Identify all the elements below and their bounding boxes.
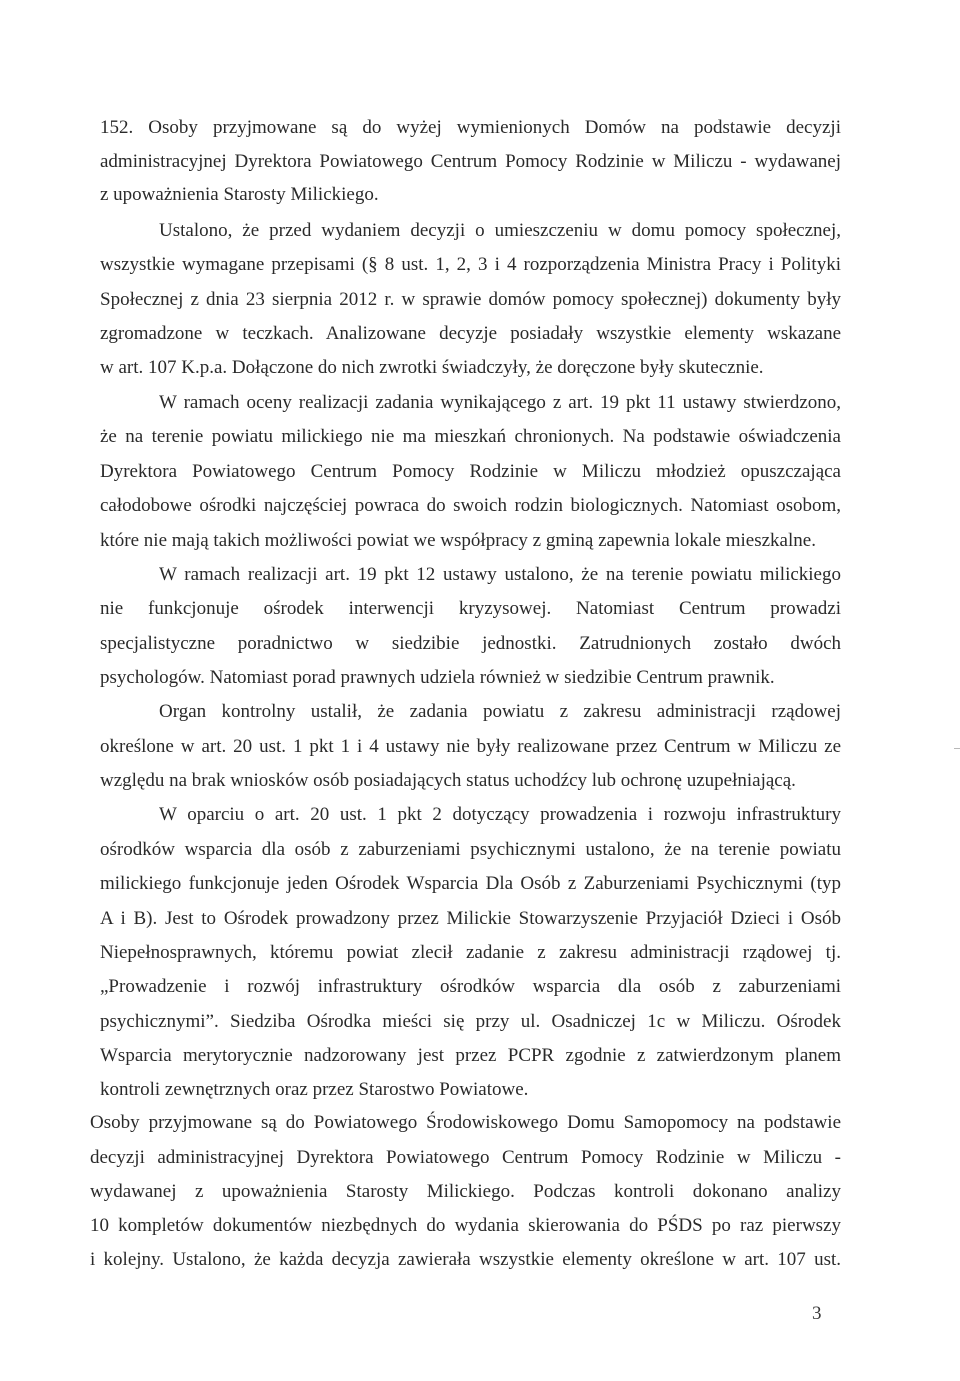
text-line: z upoważnienia Starosty Milickiego. bbox=[100, 184, 379, 205]
text-line: psychologów. Natomiast porad prawnych udziela również w siedzibie Centrum prawnik. bbox=[100, 667, 775, 688]
text-line: W ramach realizacji art. 19 pkt 12 ustawy ustalono, że na terenie powiatu milickiego bbox=[159, 564, 841, 585]
text-line: wszystkie wymagane przepisami (§ 8 ust. 1, 2, 3 i 4 rozporządzenia Ministra Pracy i Polityki bbox=[100, 254, 841, 275]
text-line: względu na brak wniosków osób posiadających status uchodźcy lub ochronę uzupełniającą. bbox=[100, 770, 796, 791]
text-line: ośrodków wsparcia dla osób z zaburzeniami psychicznymi ustalono, że na terenie powiatu bbox=[100, 839, 841, 860]
scan-artifact bbox=[954, 748, 960, 749]
text-line: Wsparcia merytorycznie nadzorowany jest przez PCPR zgodnie z zatwierdzonym planem bbox=[100, 1045, 841, 1066]
page-number: 3 bbox=[812, 1303, 822, 1324]
text-line: „Prowadzenie i rozwój infrastruktury ośrodków wsparcia dla osób z zaburzeniami bbox=[100, 976, 841, 997]
text-line: że na terenie powiatu milickiego nie ma mieszkań chronionych. Na podstawie oświadczenia bbox=[100, 426, 841, 447]
text-line: decyzji administracyjnej Dyrektora Powiatowego Centrum Pomocy Rodzinie w Miliczu - bbox=[90, 1147, 841, 1168]
text-line: które nie mają takich możliwości powiat we współpracy z gminą zapewnia lokale mieszkalne. bbox=[100, 530, 816, 551]
text-line: w art. 107 K.p.a. Dołączone do nich zwrotki świadczyły, że doręczone były skutecznie. bbox=[100, 357, 764, 378]
text-line: W oparciu o art. 20 ust. 1 pkt 2 dotyczący prowadzenia i rozwoju infrastruktury bbox=[159, 804, 841, 825]
text-line: Dyrektora Powiatowego Centrum Pomocy Rodzinie w Miliczu młodzież opuszczająca bbox=[100, 461, 841, 482]
text-line: Społecznej z dnia 23 sierpnia 2012 r. w sprawie domów pomocy społecznej) dokumenty były bbox=[100, 289, 841, 310]
text-line: administracyjnej Dyrektora Powiatowego Centrum Pomocy Rodzinie w Miliczu - wydawanej bbox=[100, 151, 841, 172]
text-line: całodobowe ośrodki najczęściej powraca do swoich rodzin biologicznych. Natomiast osobom, bbox=[100, 495, 841, 516]
text-line: kontroli zewnętrznych oraz przez Starostwo Powiatowe. bbox=[100, 1079, 529, 1100]
text-line: A i B). Jest to Ośrodek prowadzony przez Milickie Stowarzyszenie Przyjaciół Dzieci i Osób bbox=[100, 908, 841, 929]
text-line: i kolejny. Ustalono, że każda decyzja zawierała wszystkie elementy określone w art. 107 ust. bbox=[90, 1249, 841, 1270]
text-line: 152. Osoby przyjmowane są do wyżej wymienionych Domów na podstawie decyzji bbox=[100, 117, 841, 138]
text-line: zgromadzone w teczkach. Analizowane decyzje posiadały wszystkie elementy wskazane bbox=[100, 323, 841, 344]
text-line: psychicznymi”. Siedziba Ośrodka mieści się przy ul. Osadniczej 1c w Miliczu. Ośrodek bbox=[100, 1011, 841, 1032]
text-line: Niepełnosprawnych, któremu powiat zlecił zadanie z zakresu administracji rządowej tj. bbox=[100, 942, 841, 963]
text-line: Organ kontrolny ustalił, że zadania powiatu z zakresu administracji rządowej bbox=[159, 701, 841, 722]
text-line: określone w art. 20 ust. 1 pkt 1 i 4 ustawy nie były realizowane przez Centrum w Miliczu ze bbox=[100, 736, 841, 757]
text-line: 10 kompletów dokumentów niezbędnych do wydania skierowania do PŚDS po raz pierwszy bbox=[90, 1215, 841, 1236]
text-line: specjalistyczne poradnictwo w siedzibie jednostki. Zatrudnionych zostało dwóch bbox=[100, 633, 841, 654]
text-line: W ramach oceny realizacji zadania wynikającego z art. 19 pkt 11 ustawy stwierdzono, bbox=[159, 392, 841, 413]
text-line: Osoby przyjmowane są do Powiatowego Środowiskowego Domu Samopomocy na podstawie bbox=[90, 1112, 841, 1133]
text-line: wydawanej z upoważnienia Starosty Milickiego. Podczas kontroli dokonano analizy bbox=[90, 1181, 841, 1202]
text-line: milickiego funkcjonuje jeden Ośrodek Wsparcia Dla Osób z Zaburzeniami Psychicznymi (typ bbox=[100, 873, 841, 894]
text-line: nie funkcjonuje ośrodek interwencji kryzysowej. Natomiast Centrum prowadzi bbox=[100, 598, 841, 619]
text-line: Ustalono, że przed wydaniem decyzji o umieszczeniu w domu pomocy społecznej, bbox=[159, 220, 841, 241]
